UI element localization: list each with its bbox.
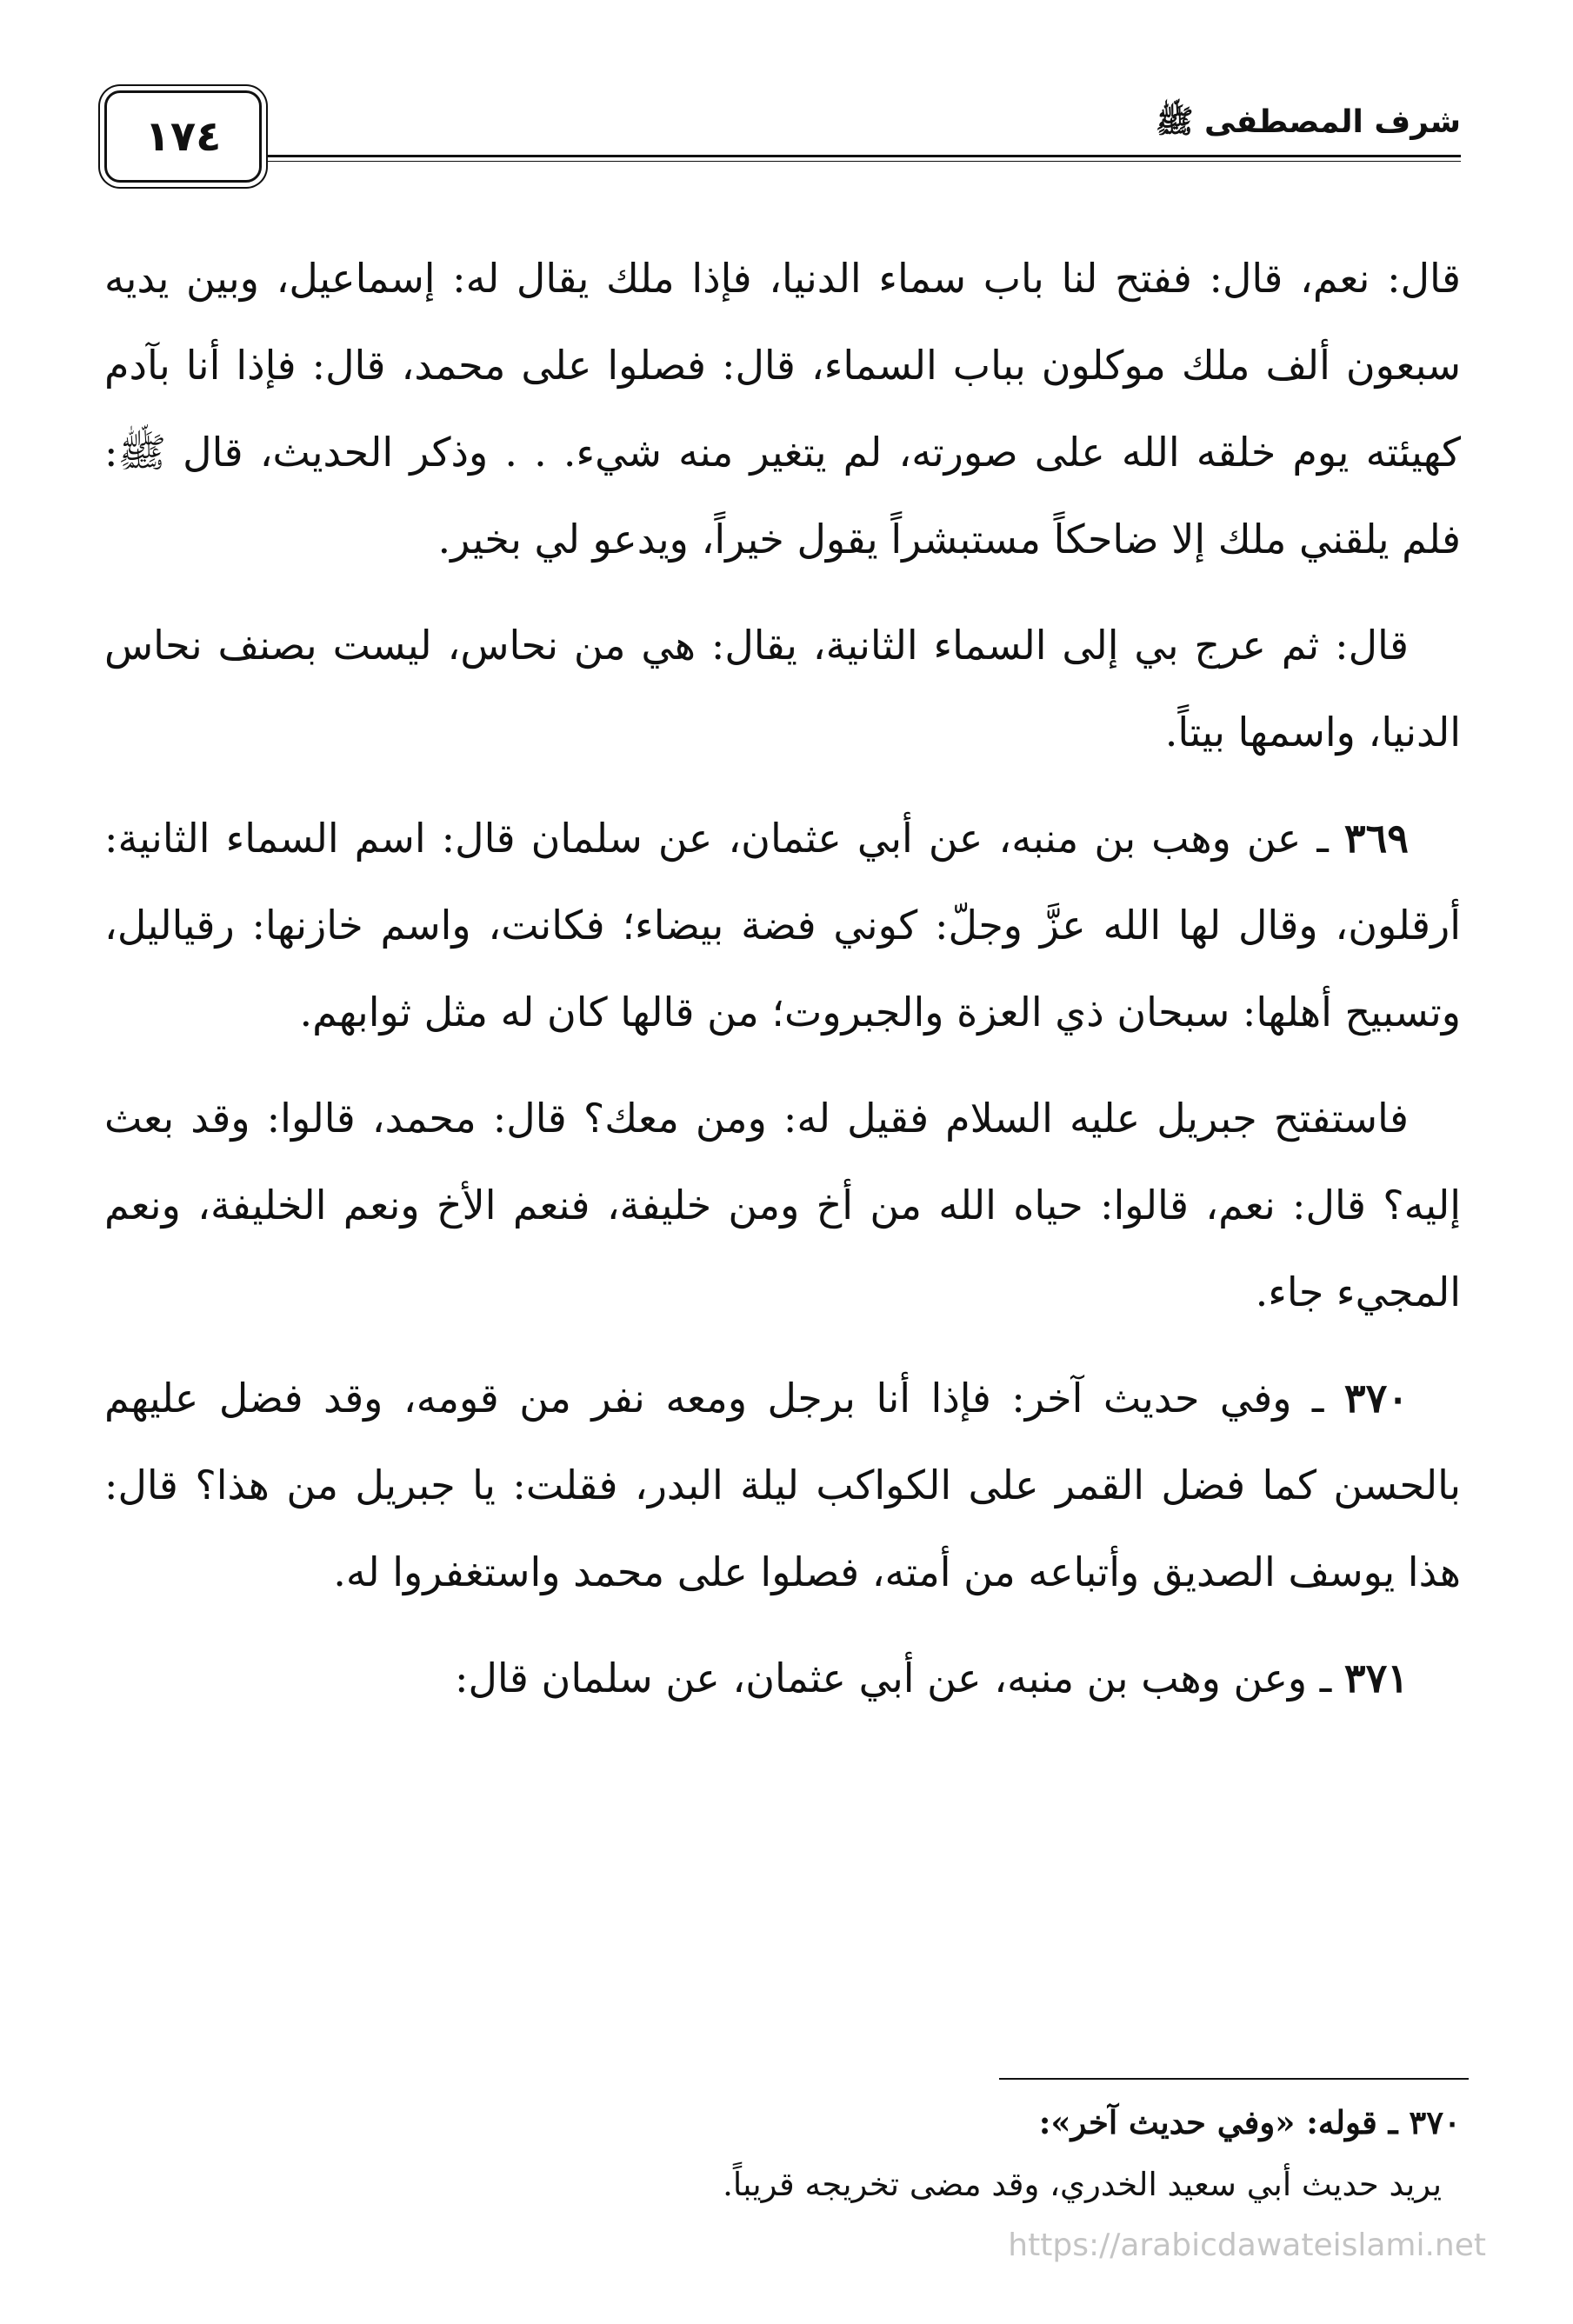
page-number <box>104 90 262 183</box>
footnote-separator <box>999 2078 1469 2080</box>
running-title: شرف المصطفى ﷺ <box>1155 104 1461 140</box>
main-text <box>104 235 1461 1741</box>
page-header <box>104 87 1461 200</box>
paragraph-text: ـ عن وهب بن منبه، عن أبي عثمان، عن سلمان قال: اسم السماء الثانية: أرقلون، وقال لها الله عزَّ وجلّ: كوني فضة بيضاء؛ فكانت، واسم خازنها: رقياليل، وتسبيح أهلها: سبحان ذي العزة والجبروت؛ من قالها كان له مثل ثوابهم. <box>104 815 1462 1035</box>
paragraph-text: ـ وعن وهب بن منبه، عن أبي عثمان، عن سلمان قال: <box>455 1655 1344 1701</box>
footnotes <box>104 2091 1461 2216</box>
paragraph-369 <box>104 795 1461 1055</box>
watermark-url: https://arabicdawateislami.net <box>1008 2227 1486 2263</box>
header-rule <box>104 155 1461 162</box>
page-number-text: ١٧٤ <box>144 112 222 161</box>
paragraph-1: قال: نعم، قال: ففتح لنا باب سماء الدنيا، فإذا ملك يقال له: إسماعيل، وبين يديه سبعون ألف ملك موكلون بباب السماء، قال: فصلوا على محمد، قال: فإذا أنا بآدم كهيئته يوم خلقه الله على صورته، لم يتغير منه شيء. . . وذكر الحديث، قال ﷺ: فلم يلقني ملك إلا ضاحكاً مستبشراً يقول خيراً، ويدعو لي بخير. <box>104 255 1461 563</box>
footnote-text: يريد حديث أبي سعيد الخدري، وقد مضى تخريجه قريباً. <box>723 2166 1442 2203</box>
hadith-number: ٣٧١ <box>1343 1655 1409 1701</box>
paragraph-text: ـ وفي حديث آخر: فإذا أنا برجل ومعه نفر من قومه، وقد فضل عليهم بالحسن كما فضل القمر على الكواكب ليلة البدر، فقلت: يا جبريل من هذا؟ قال: هذا يوسف الصديق وأتباعه من أمته، فصلوا على محمد واستغفروا له. <box>104 1375 1461 1595</box>
paragraph-370 <box>104 1355 1461 1615</box>
paragraph-2: قال: ثم عرج بي إلى السماء الثانية، يقال: هي من نحاس، ليست بصنف نحاس الدنيا، واسمها بيتاً. <box>104 622 1461 756</box>
paragraph-371 <box>104 1635 1461 1721</box>
paragraph-4: فاستفتح جبريل عليه السلام فقيل له: ومن معك؟ قال: محمد، قالوا: وقد بعث إليه؟ قال: نعم، قالوا: حياه الله من أخ ومن خليفة، فنعم الأخ ونعم الخليفة، ونعم المجيء جاء. <box>104 1095 1461 1315</box>
hadith-number: ٣٦٩ <box>1343 815 1409 862</box>
footnote-heading: ٣٧٠ ـ قوله: «وفي حديث آخر»: <box>1038 2103 1461 2141</box>
hadith-number: ٣٧٠ <box>1343 1375 1409 1422</box>
